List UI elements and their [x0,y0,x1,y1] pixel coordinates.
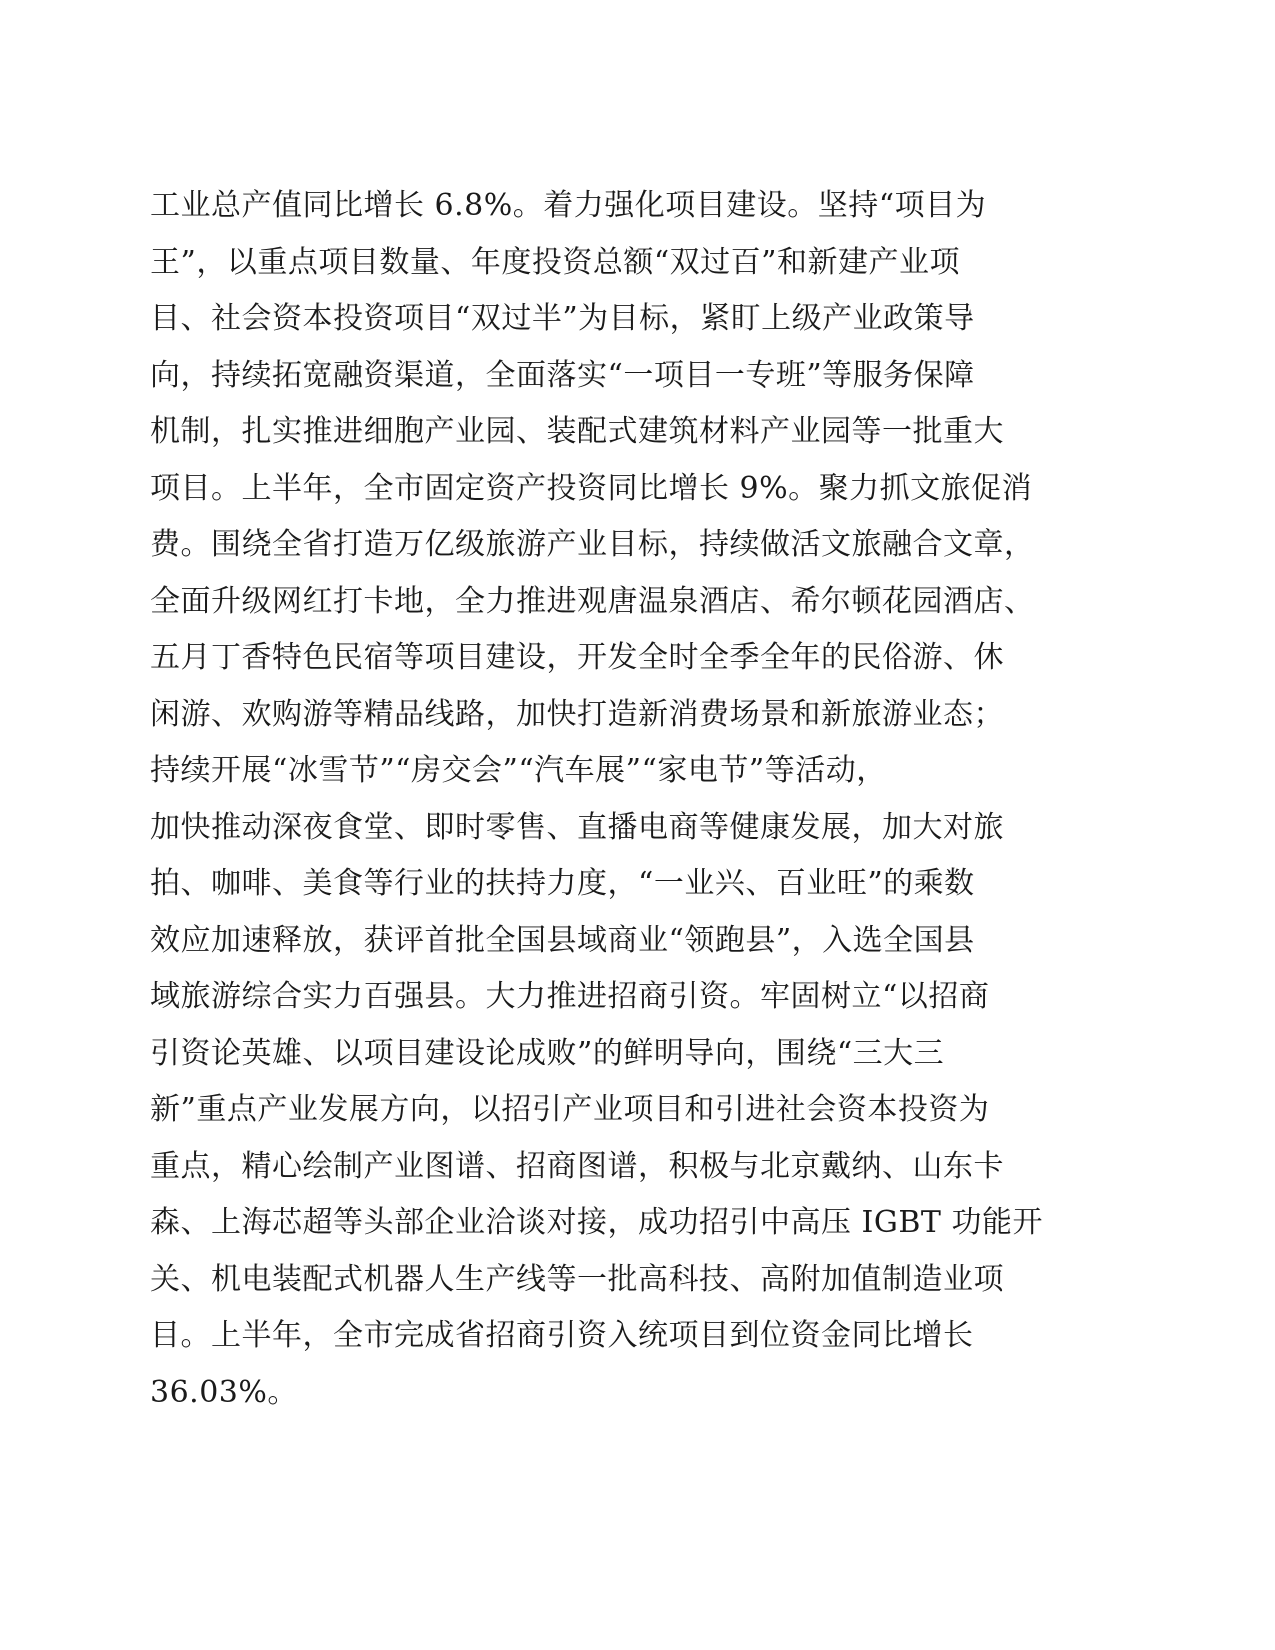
text-line: 向，持续拓宽融资渠道，全面落实“一项目一专班”等服务保障 [150,357,975,393]
text-line: 加快推动深夜食堂、即时零售、直播电商等健康发展，加大对旅 [150,809,1004,845]
text-line: 王”，以重点项目数量、年度投资总额“双过百”和新建产业项 [150,244,961,280]
text-line: 闲游、欢购游等精品线路，加快打造新消费场景和新旅游业态； [150,696,1004,732]
text-line: 森、上海芯超等头部企业洽谈对接，成功招引中高压 IGBT 功能开 [150,1205,1043,1240]
text-line: 关、机电装配式机器人生产线等一批高科技、高附加值制造业项 [150,1261,1004,1297]
text-line: 全面升级网红打卡地，全力推进观唐温泉酒店、希尔顿花园酒店、 [150,583,1035,619]
text-line: 机制，扎实推进细胞产业园、装配式建筑材料产业园等一批重大 [150,414,1004,449]
text-line: 目、社会资本投资项目“双过半”为目标，紧盯上级产业政策导 [150,301,975,336]
text-line: 引资论英雄、以项目建设论成败”的鲜明导向，围绕“三大三 [150,1035,945,1071]
text-line: 拍、咖啡、美食等行业的扶持力度，“一业兴、百业旺”的乘数 [150,866,975,901]
text-line: 持续开展“冰雪节”“房交会”“汽车展”“家电节”等活动， [150,753,887,788]
text-line: 费。围绕全省打造万亿级旅游产业目标，持续做活文旅融合文章， [150,527,1035,562]
text-line: 效应加速释放，获评首批全国县域商业“领跑县”，入选全国县 [150,922,975,958]
text-line: 项目。上半年，全市固定资产投资同比增长 9%。聚力抓文旅促消 [150,470,1033,506]
text-line: 目。上半年，全市完成省招商引资入统项目到位资金同比增长 [150,1318,974,1353]
text-line: 重点，精心绘制产业图谱、招商图谱，积极与北京戴纳、山东卡 [150,1148,1004,1184]
text-line: 新”重点产业发展方向，以招引产业项目和引进社会资本投资为 [150,1092,990,1127]
text-line: 36.03%。 [150,1374,298,1410]
text-line: 域旅游综合实力百强县。大力推进招商引资。牢固树立“以招商 [150,979,990,1014]
text-line: 五月丁香特色民宿等项目建设，开发全时全季全年的民俗游、休 [150,640,1004,675]
body-paragraph [150,178,1130,1421]
text-line: 工业总产值同比增长 6.8%。着力强化项目建设。坚持“项目为 [150,188,987,223]
